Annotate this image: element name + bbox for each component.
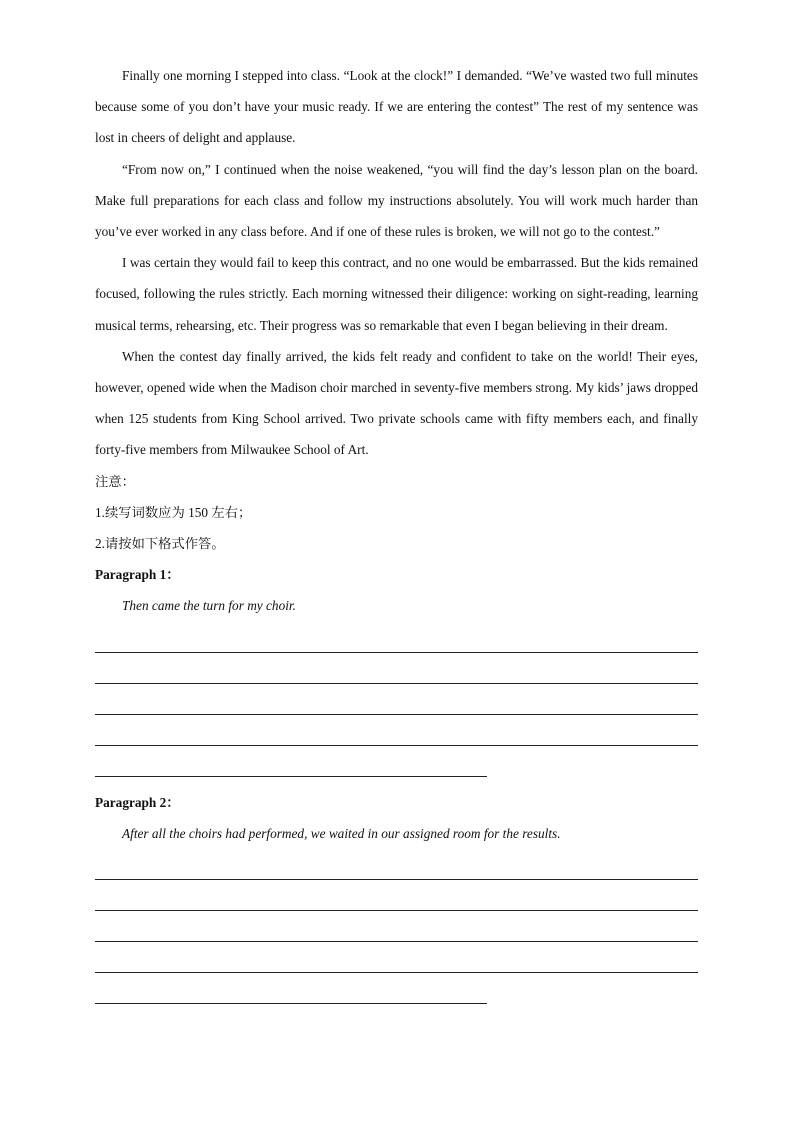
writing-line[interactable] — [95, 653, 698, 684]
answer-section-1 — [95, 559, 698, 776]
section-prompt-1: Then came the turn for my choir. — [122, 598, 296, 614]
writing-line[interactable] — [95, 715, 698, 746]
story-paragraph-1: Finally one morning I stepped into class. “Look at the clock!” I demanded. “We’ve wasted two full minutes because some of you don’t have your music ready. If we are entering the contest” The rest of my sentence was lost in cheers of delight and applause. — [95, 68, 698, 146]
note-item-2: 2.请按如下格式作答。 — [95, 536, 225, 552]
notes-title: 注意： — [95, 473, 135, 489]
note-item-1: 1.续写词数应为 150 左右； — [95, 504, 252, 520]
story-paragraph-4: When the contest day finally arrived, the kids felt ready and confident to take on the world! Their eyes, however, opened wide when the Madison choir marched in seventy-five members strong. My kids’ jaws dropped when 125 students from King School arrived. Two private schools came with fifty members each, and finally forty-five members from Milwaukee School of Art. — [95, 348, 698, 458]
section-heading-2: Paragraph 2： — [95, 794, 180, 810]
answer-section-2 — [95, 787, 698, 1004]
writing-line[interactable] — [95, 849, 698, 880]
story-paragraph-2: “From now on,” I continued when the noise weakened, “you will find the day’s lesson plan on the board. Make full preparations for each class and follow my instructions absolutely. You will work much harder than you’ve ever worked in any class before. And if one of these rules is broken, we will not go to the contest.” — [95, 161, 698, 240]
writing-line[interactable] — [95, 684, 698, 715]
story-paragraph-3: I was certain they would fail to keep this contract, and no one would be embarrassed. But the kids remained focused, following the rules strictly. Each morning witnessed their diligence: working on sight-reading, learning musical terms, rehearsing, etc. Their progress was so remarkable that even I began believing in their dream. — [95, 255, 698, 333]
writing-line[interactable] — [95, 973, 487, 1004]
writing-line[interactable] — [95, 622, 698, 653]
writing-line[interactable] — [95, 942, 698, 973]
section-prompt-2: After all the choirs had performed, we waited in our assigned room for the results. — [122, 825, 561, 841]
writing-line[interactable] — [95, 746, 487, 777]
writing-line[interactable] — [95, 911, 698, 942]
section-heading-1: Paragraph 1： — [95, 567, 180, 583]
writing-line[interactable] — [95, 880, 698, 911]
document-page — [95, 60, 698, 1004]
